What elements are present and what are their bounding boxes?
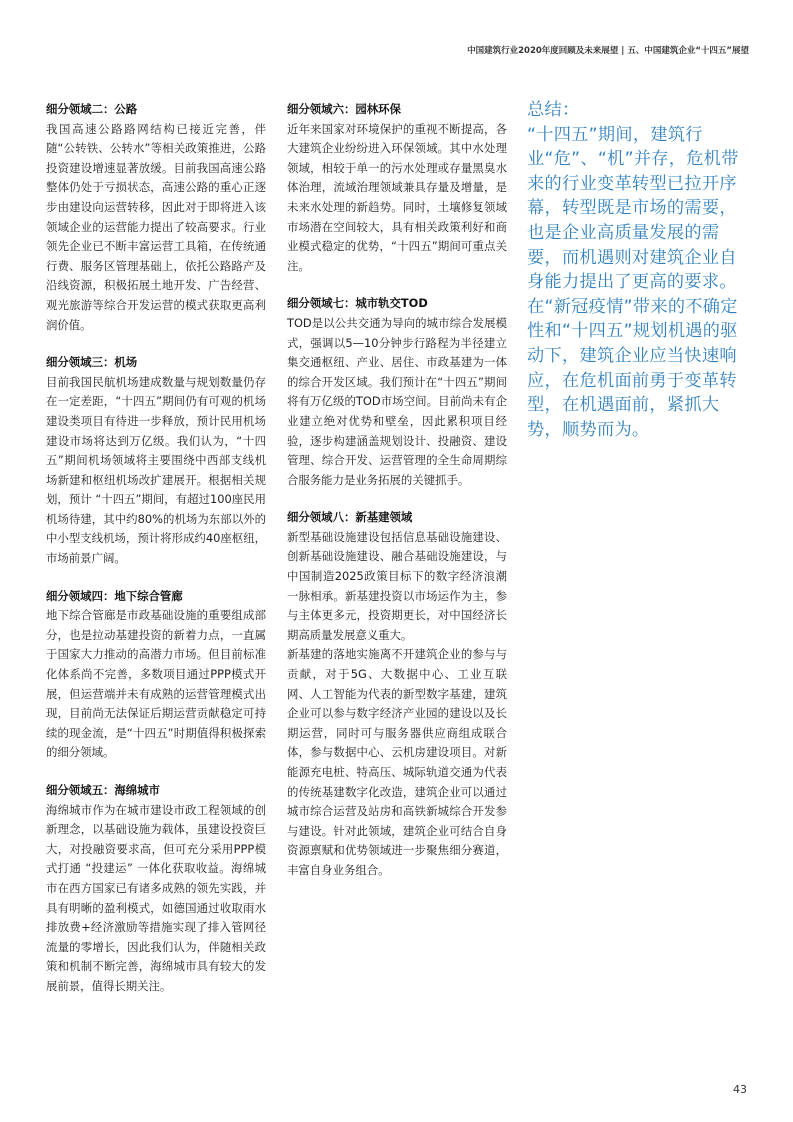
- section-title: 细分领域六：园林环保: [287, 102, 401, 116]
- page-header: 中国建筑行业2020年度回顾及未来展望 | 五、中国建筑企业“十四五”展望: [467, 46, 749, 56]
- section-airport: [46, 353, 266, 569]
- section-paragraph: 新基建的落地实施离不开建筑企业的参与与贡献，对于5G、大数据中心、工业互联网、人工智能为代表的新型数字基建，建筑企业可以参与数字经济产业园的建设以及长期运营，同时可与服务器供应商组成联合体，参与数据中心、云机房建设项目。对新能源充电桩、特高压、城际轨道交通为代表的传统基建数字化改造，建筑企业可以通过城市综合运营及站房和高铁新城综合开发参与建设。针对此领域，建筑企业可结合自身资源禀赋和优势领域进一步聚焦细分赛道，丰富自身业务组合。: [287, 647, 507, 877]
- section-title: 细分领域二：公路: [46, 102, 138, 116]
- summary-body: “十四五”期间，建筑行业“危”、“机”并存，危机带来的行业变革转型已拉开序幕，转型既是市场的需要，也是企业高质量发展的需要，而机遇则对建筑企业自身能力提出了更高的要求。在“新冠疫情”带来的不确定性和“十四五”规划机遇的驱动下，建筑企业应当快速响应，在危机面前勇于变革转型，在机遇面前，紧抓大势，顺势而为。: [527, 124, 739, 440]
- section-paragraph: 近年来国家对环境保护的重视不断提高，各大建筑企业纷纷进入环保领域。其中水处理领域，相较于单一的污水处理或存量黑臭水体治理，流域治理领域兼具存量及增量，是未来水处理的新趋势。同时，土壤修复领域市场潜在空间较大，具有相关政策利好和商业模式稳定的优势，“十四五”期间可重点关注。: [287, 121, 507, 273]
- section-paragraph: 我国高速公路路网结构已接近完善，伴随“公转铁、公转水”等相关政策推进，公路投资建设增速显著放缓。目前我国高速公路整体仍处于亏损状态，高速公路的重心正逐步由建设向运营转移，因此对于即将进入该领域企业的运营能力提出了较高要求。行业领先企业已不断丰富运营工具箱，在传统通行费、服务区管理基础上，依托公路路产及沿线资源，积极拓展土地开发、广告经营、观光旅游等综合开发运营的模式获取更高利润价值。: [46, 121, 266, 332]
- page-number: 43: [733, 1083, 747, 1096]
- section-utility-tunnel: [46, 587, 266, 763]
- section-rail-tod: [287, 294, 507, 490]
- section-new-infrastructure: [287, 508, 507, 880]
- summary-title: 总结：: [527, 100, 580, 120]
- section-title: 细分领域三：机场: [46, 355, 138, 370]
- section-paragraph: 地下综合管廊是市政基础设施的重要组成部分，也是拉动基建投资的新着力点，一直属于国家大力推动的高潜力市场。但目前标准化体系尚不完善，多数项目通过PPP模式开展，但运营端并未有成熟的运营管理模式出现，目前尚无法保证后期运营贡献稳定可持续的现金流，是“十四五”时期值得积极探索的细分领域。: [46, 608, 266, 760]
- section-paragraph: 新型基础设施建设包括信息基础设施建设、创新基础设施建设、融合基础设施建设，与中国制造2025政策目标下的数字经济浪潮一脉相承。新基建投资以市场运作为主，参与主体更多元，投资期更长，对中国经济长期高质量发展意义重大。: [287, 529, 507, 642]
- section-title: 细分领域五：海绵城市: [46, 783, 160, 797]
- section-highway: [46, 100, 266, 335]
- section-paragraph: TOD是以公共交通为导向的城市综合发展模式，强调以5—10分钟步行路程为半径建立集交通枢纽、产业、居住、市政基建为一体的综合开发区域。我们预计在“十四五”期间将有万亿级的TOD市场空间。目前尚未有企业建立绝对优势和壁垒，因此累积项目经验，逐步构建涵盖规划设计、投融资、建设管理、综合开发、运营管理的全生命周期综合服务能力是业务拓展的关键抓手。: [287, 315, 507, 487]
- section-paragraph: 海绵城市作为在城市建设市政工程领域的创新理念，以基础设施为载体，虽建设投资巨大，对投融资要求高，但可充分采用PPP模式打通 “投建运” 一体化获取收益。海绵城市在西方国家已有诸多成熟的领先实践，并具有明晰的盈利模式，如德国通过收取雨水排放费+经济激励等措施实现了排入管网径流量的零增长，因此我们认为，伴随相关政策和机制不断完善，海绵城市具有较大的发展前景，值得长期关注。: [46, 802, 266, 993]
- left-column: [46, 100, 266, 1015]
- section-sponge-city: [46, 781, 266, 997]
- section-title: 细分领域八：新基建领域: [287, 510, 413, 525]
- section-landscape-environment: [287, 100, 507, 276]
- section-paragraph: 目前我国民航机场建成数量与规划数量仍存在一定差距，“十四五”期间仍有可观的机场建设类项目有待进一步释放，预计民用机场建设市场将达到万亿级。我们认为，“十四五”期间机场领域将主要围绕中西部支线机场新建和枢纽机场改扩建展开。根据相关规划，预计 “十四五”期间，有超过100座民用机场待建，其中约80%的机场为东部以外的中小型支线机场，预计将形成约40座枢纽，市场前景广阔。: [46, 374, 266, 566]
- section-title: 细分领域七：城市轨交TOD: [287, 296, 428, 311]
- summary-callout: [527, 98, 749, 442]
- section-title: 细分领域四：地下综合管廊: [46, 588, 183, 603]
- middle-column: [287, 100, 507, 899]
